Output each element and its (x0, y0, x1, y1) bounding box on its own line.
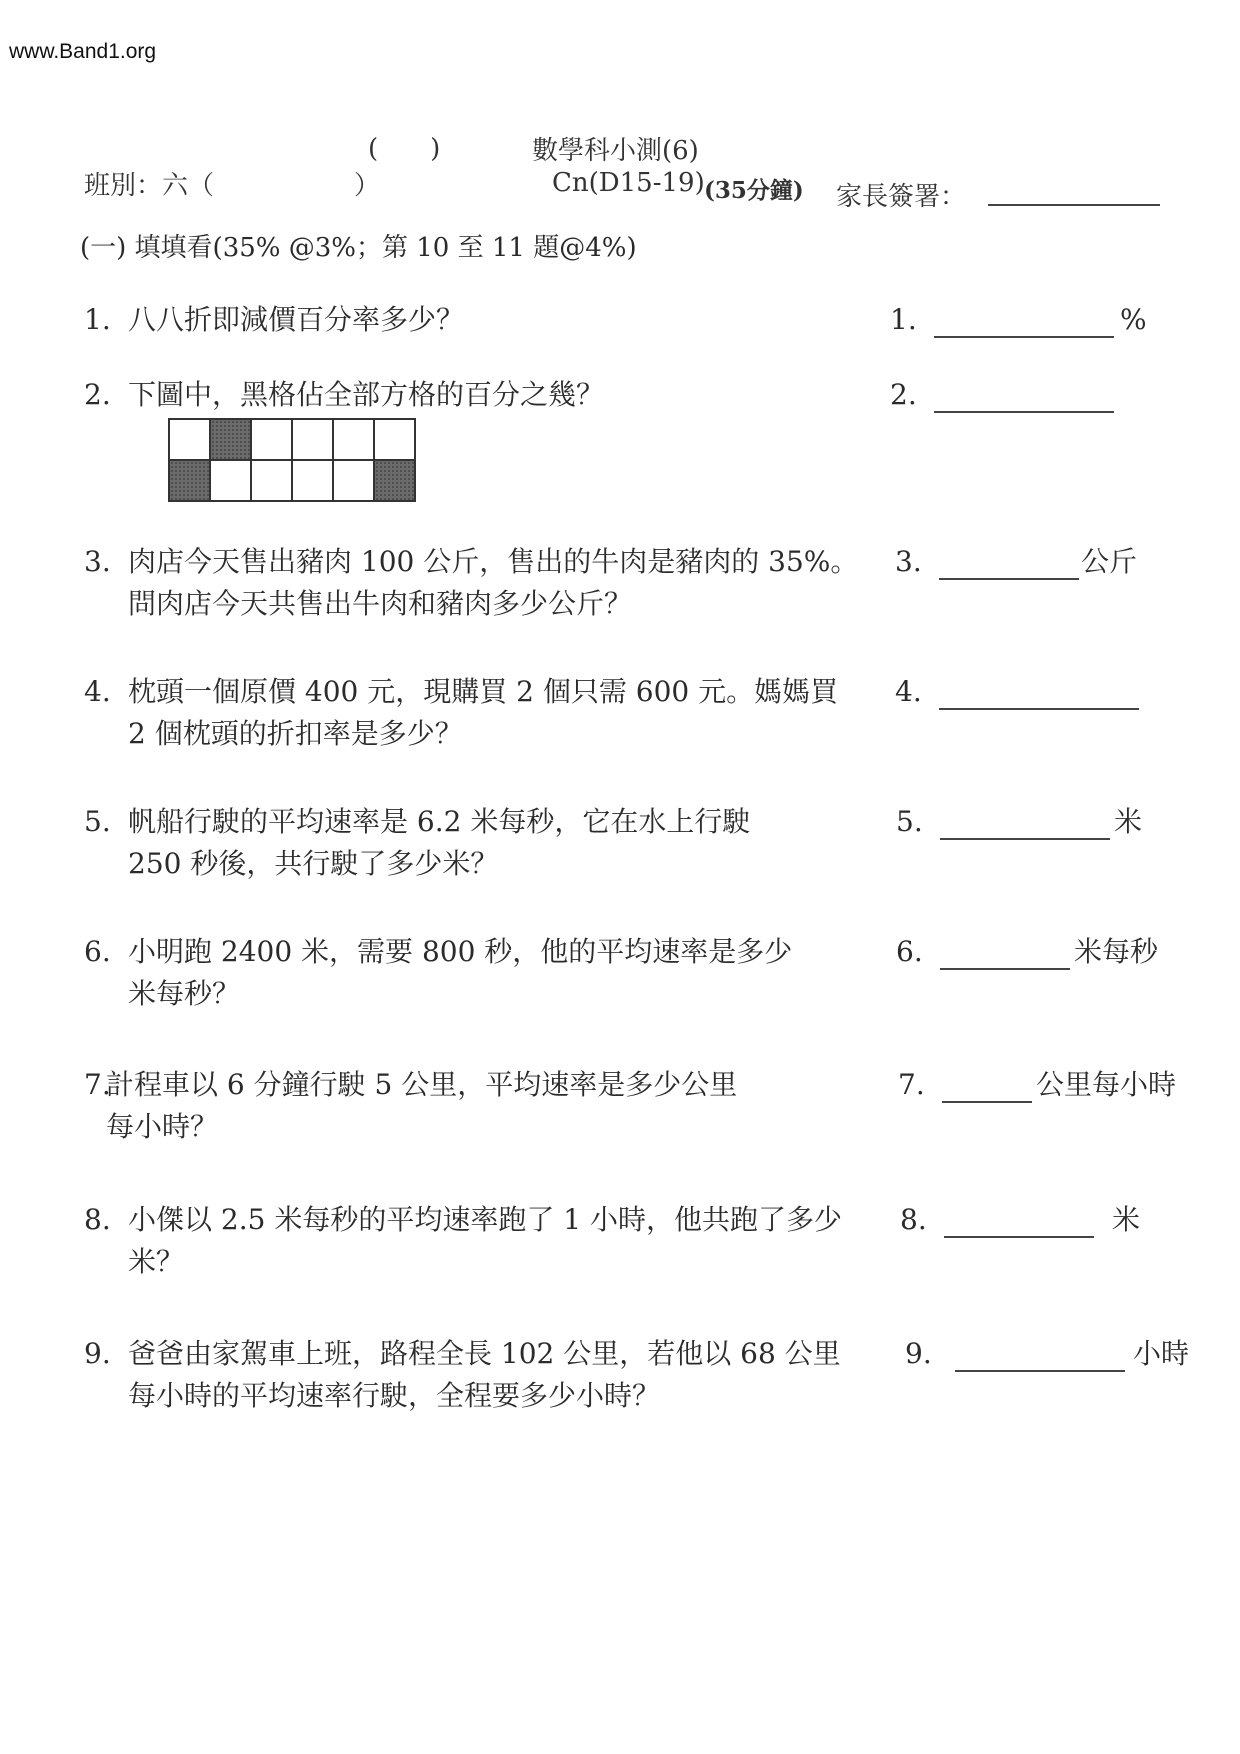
grid-cell-empty (251, 460, 292, 501)
grid-cell-empty (374, 419, 415, 460)
answer-blank[interactable] (940, 838, 1110, 840)
answer-number: 3. (895, 545, 922, 578)
answer-number: 9. (905, 1337, 932, 1370)
grid-cell-empty (333, 460, 374, 501)
question-number: 8. (84, 1203, 111, 1236)
percentage-grid (168, 418, 416, 502)
answer-number: 7. (898, 1068, 925, 1101)
answer-number: 4. (895, 675, 922, 708)
answer-blank[interactable] (955, 1370, 1125, 1372)
question-text-line: 帆船行駛的平均速率是 6.2 米每秒，它在水上行駛 (128, 805, 751, 838)
grid-cell-empty (251, 419, 292, 460)
grid-cell-filled (374, 460, 415, 501)
question-text-line: 計程車以 6 分鐘行駛 5 公里，平均速率是多少公里 (106, 1068, 738, 1101)
answer-blank[interactable] (934, 336, 1114, 338)
grid-cell-empty (333, 419, 374, 460)
answer-unit: 小時 (1133, 1337, 1190, 1370)
question-number: 4. (84, 675, 111, 708)
parent-signature-label: 家長簽署： (836, 182, 967, 212)
grid-cell-empty (292, 419, 333, 460)
question-number: 2. (84, 378, 111, 411)
question-text-line: 小明跑 2400 米，需要 800 秒，他的平均速率是多少 (128, 935, 793, 968)
answer-unit: % (1120, 303, 1147, 336)
watermark-url: www.Band1.org (9, 40, 157, 63)
class-close: ） (354, 171, 381, 201)
question-text-line: 爸爸由家駕車上班，路程全長 102 公里，若他以 68 公里 (128, 1337, 841, 1370)
answer-unit: 公斤 (1081, 545, 1138, 578)
test-time: (35分鐘) (704, 177, 804, 204)
grid-row (169, 419, 415, 460)
question-text-line: 2 個枕頭的折扣率是多少？ (128, 717, 463, 750)
grid-cell-filled (210, 419, 251, 460)
test-code: Cn(D15-19) (552, 168, 705, 198)
grid-cell-empty (292, 460, 333, 501)
answer-number: 6. (896, 935, 923, 968)
answer-unit: 米 (1112, 1203, 1141, 1236)
parent-signature-line (988, 204, 1160, 206)
question-number: 3. (84, 545, 111, 578)
question-text-line: 米？ (128, 1245, 185, 1278)
answer-number: 2. (890, 378, 917, 411)
answer-blank[interactable] (939, 578, 1079, 580)
answer-unit: 米 (1114, 805, 1143, 838)
answer-unit: 米每秒 (1074, 935, 1159, 968)
question-number: 6. (84, 935, 111, 968)
answer-blank[interactable] (934, 411, 1114, 413)
class-label: 班別：六（ (84, 171, 215, 201)
question-text-line: 八八折即減價百分率多少？ (128, 303, 465, 336)
page-title: 數學科小測(6) (532, 136, 699, 166)
question-number: 7. (84, 1068, 111, 1101)
question-number: 1. (84, 303, 111, 336)
question-text-line: 問肉店今天共售出牛肉和豬肉多少公斤？ (128, 587, 633, 620)
answer-blank[interactable] (939, 708, 1139, 710)
section-title: (一) 填填看(35% @3%；第 10 至 11 題@4%) (80, 233, 637, 263)
answer-number: 8. (900, 1203, 927, 1236)
answer-blank[interactable] (942, 1101, 1032, 1103)
grid-cell-empty (210, 460, 251, 501)
answer-blank[interactable] (944, 1236, 1094, 1238)
answer-number: 5. (896, 805, 923, 838)
question-text-line: 每小時？ (106, 1110, 219, 1143)
header-parenthesis: ( ) (368, 134, 441, 164)
question-text-line: 肉店今天售出豬肉 100 公斤，售出的牛肉是豬肉的 35%。 (128, 545, 859, 578)
question-text-line: 下圖中，黑格佔全部方格的百分之幾？ (128, 378, 605, 411)
answer-number: 1. (890, 303, 917, 336)
question-text-line: 250 秒後，共行駛了多少米？ (128, 847, 499, 880)
question-text-line: 枕頭一個原價 400 元，現購買 2 個只需 600 元。媽媽買 (128, 675, 839, 708)
question-text-line: 米每秒？ (128, 977, 241, 1010)
grid-row (169, 460, 415, 501)
question-number: 9. (84, 1337, 111, 1370)
question-text-line: 每小時的平均速率行駛，全程要多少小時？ (128, 1379, 661, 1412)
grid-cell-empty (169, 419, 210, 460)
answer-blank[interactable] (940, 968, 1070, 970)
question-number: 5. (84, 805, 111, 838)
grid-cell-filled (169, 460, 210, 501)
question-text-line: 小傑以 2.5 米每秒的平均速率跑了 1 小時，他共跑了多少 (128, 1203, 842, 1236)
answer-unit: 公里每小時 (1036, 1068, 1177, 1101)
